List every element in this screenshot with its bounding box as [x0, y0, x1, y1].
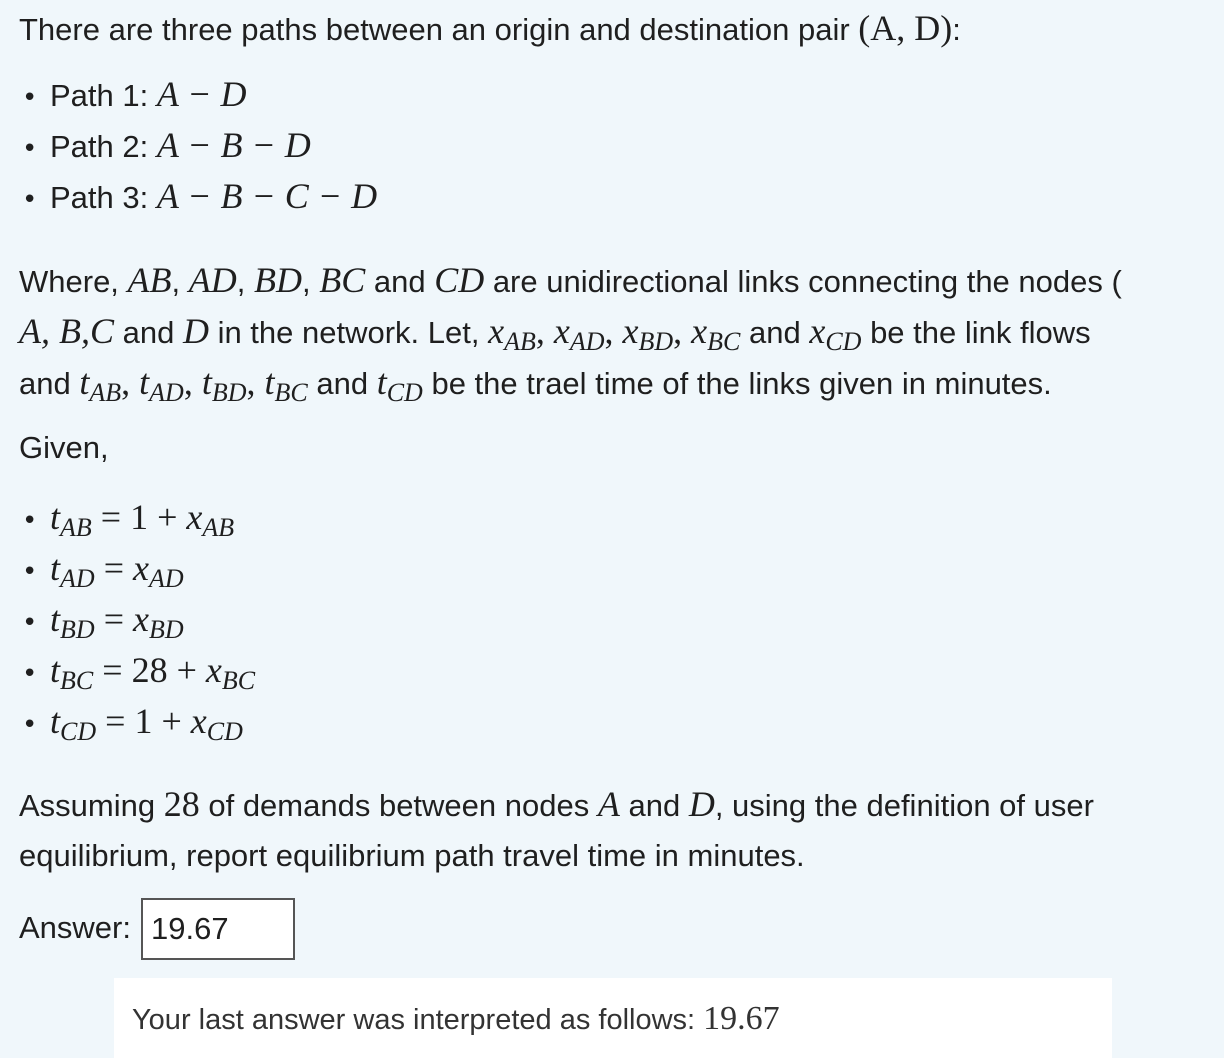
path-expr: A − D	[156, 74, 247, 114]
comma: ,	[171, 264, 189, 299]
equation-item	[22, 548, 184, 592]
question-text: , using the definition of user	[714, 788, 1094, 823]
subscript: AB	[504, 327, 536, 356]
od-pair: (A, D)	[858, 8, 953, 48]
subscript: BC	[274, 378, 308, 407]
subscript: CD	[206, 717, 243, 746]
node-name: A	[597, 784, 620, 824]
time-symbol: t	[376, 362, 387, 402]
path-item	[22, 125, 311, 169]
path-expr: A − B − D	[156, 125, 311, 165]
time-symbol: t	[139, 362, 150, 402]
sep: ,	[183, 362, 202, 402]
sep: ,	[535, 311, 554, 351]
subscript: BC	[221, 666, 256, 695]
node-names: A, B,C	[19, 311, 114, 351]
feedback-panel	[114, 978, 1112, 1058]
subscript: BD	[148, 615, 184, 644]
node-name: D	[688, 784, 715, 824]
equation-item	[22, 650, 255, 694]
subscript: AD	[569, 327, 605, 356]
time-symbol: t	[50, 497, 61, 537]
question-text: of demands between nodes	[199, 788, 598, 823]
bullet-icon: •	[22, 659, 38, 689]
subscript: AB	[60, 513, 92, 542]
subscript: AB	[89, 378, 122, 407]
bullet-icon: •	[22, 83, 38, 113]
flow-symbol: x	[622, 311, 639, 351]
path-label: Path 1:	[50, 78, 157, 113]
sep: ,	[604, 311, 623, 351]
subscript: AD	[149, 378, 184, 407]
demand-value: 28	[163, 784, 200, 824]
subscript: BD	[60, 615, 95, 644]
answer-label: Answer:	[19, 910, 131, 945]
where-line-1	[19, 260, 1122, 302]
flow-symbol: x	[133, 599, 149, 639]
feedback-text	[132, 1000, 780, 1038]
and-word: and	[365, 264, 435, 299]
equation-item	[22, 701, 243, 745]
subscript: AD	[148, 564, 184, 593]
flow-symbol: x	[809, 311, 826, 351]
bullet-icon: •	[22, 506, 38, 536]
bullet-icon: •	[22, 557, 38, 587]
path-item	[22, 74, 247, 118]
where-text: in the network. Let,	[208, 315, 489, 350]
subscript: BC	[60, 666, 94, 695]
question-text: Assuming	[19, 788, 164, 823]
equals-sign: =	[94, 599, 133, 639]
subscript: AD	[60, 564, 95, 593]
subscript: BD	[211, 378, 247, 407]
answer-input[interactable]	[141, 898, 295, 960]
sep: ,	[246, 362, 265, 402]
bullet-icon: •	[22, 134, 38, 164]
where-word: Where,	[19, 264, 128, 299]
subscript: CD	[825, 327, 862, 356]
time-symbol: t	[264, 362, 275, 402]
sep: ,	[121, 362, 140, 402]
where-text: are unidirectional links connecting the nodes (	[484, 264, 1122, 299]
subscript: BD	[638, 327, 674, 356]
comma: ,	[301, 264, 320, 299]
flow-symbol: x	[488, 311, 505, 351]
equals-sign: =	[91, 497, 131, 537]
equals-sign: =	[96, 701, 135, 741]
flow-symbol: x	[205, 650, 222, 690]
and-word: and	[740, 315, 810, 350]
equation-item	[22, 599, 184, 643]
flow-symbol: x	[691, 311, 708, 351]
flow-symbol: x	[553, 311, 570, 351]
time-symbol: t	[201, 362, 212, 402]
where-line-3	[19, 362, 1052, 406]
node-name: D	[182, 311, 209, 351]
bullet-icon: •	[22, 710, 38, 740]
comma: ,	[236, 264, 254, 299]
time-symbol: t	[50, 701, 61, 741]
time-symbol: t	[79, 362, 90, 402]
link-name: AD	[188, 260, 237, 300]
question-line-1	[19, 784, 1094, 826]
where-text: be the trael time of the links given in minutes.	[422, 366, 1052, 401]
flow-symbol: x	[190, 701, 207, 741]
intro-text	[19, 8, 961, 50]
equals-sign: =	[94, 548, 133, 588]
given-label: Given,	[19, 430, 109, 465]
intro-colon: :	[952, 12, 961, 47]
path-item	[22, 176, 377, 220]
sep: ,	[673, 311, 692, 351]
and-word: and	[307, 366, 377, 401]
where-text: be the link flows	[861, 315, 1091, 350]
subscript: AB	[202, 513, 235, 542]
interpreted-value: 19.67	[703, 1000, 780, 1037]
flow-symbol: x	[133, 548, 149, 588]
time-symbol: t	[50, 599, 61, 639]
path-label: Path 2:	[50, 129, 157, 164]
and-word: and	[19, 366, 80, 401]
path-label: Path 3:	[50, 180, 157, 215]
link-name: CD	[434, 260, 485, 300]
and-word: and	[114, 315, 183, 350]
time-symbol: t	[50, 548, 61, 588]
bullet-icon: •	[22, 608, 38, 638]
link-name: BC	[319, 260, 366, 300]
equals-sign: =	[93, 650, 132, 690]
subscript: BC	[707, 327, 741, 356]
link-name: AB	[127, 260, 172, 300]
equation-item	[22, 497, 234, 541]
flow-symbol: x	[186, 497, 203, 537]
link-name: BD	[253, 260, 302, 300]
question-line-2: equilibrium, report equilibrium path travel time in minutes.	[19, 838, 805, 873]
bullet-icon: •	[22, 185, 38, 215]
where-line-2	[19, 311, 1091, 355]
rhs-constant: 28 +	[131, 650, 206, 690]
time-symbol: t	[50, 650, 61, 690]
rhs-constant: 1 +	[134, 701, 191, 741]
subscript: CD	[60, 717, 97, 746]
and-word: and	[619, 788, 689, 823]
rhs-constant: 1 +	[130, 497, 187, 537]
path-expr: A − B − C − D	[156, 176, 378, 216]
intro-sentence: There are three paths between an origin and destination pair	[19, 12, 859, 47]
subscript: CD	[386, 378, 423, 407]
feedback-message: Your last answer was interpreted as follows:	[132, 1004, 704, 1036]
